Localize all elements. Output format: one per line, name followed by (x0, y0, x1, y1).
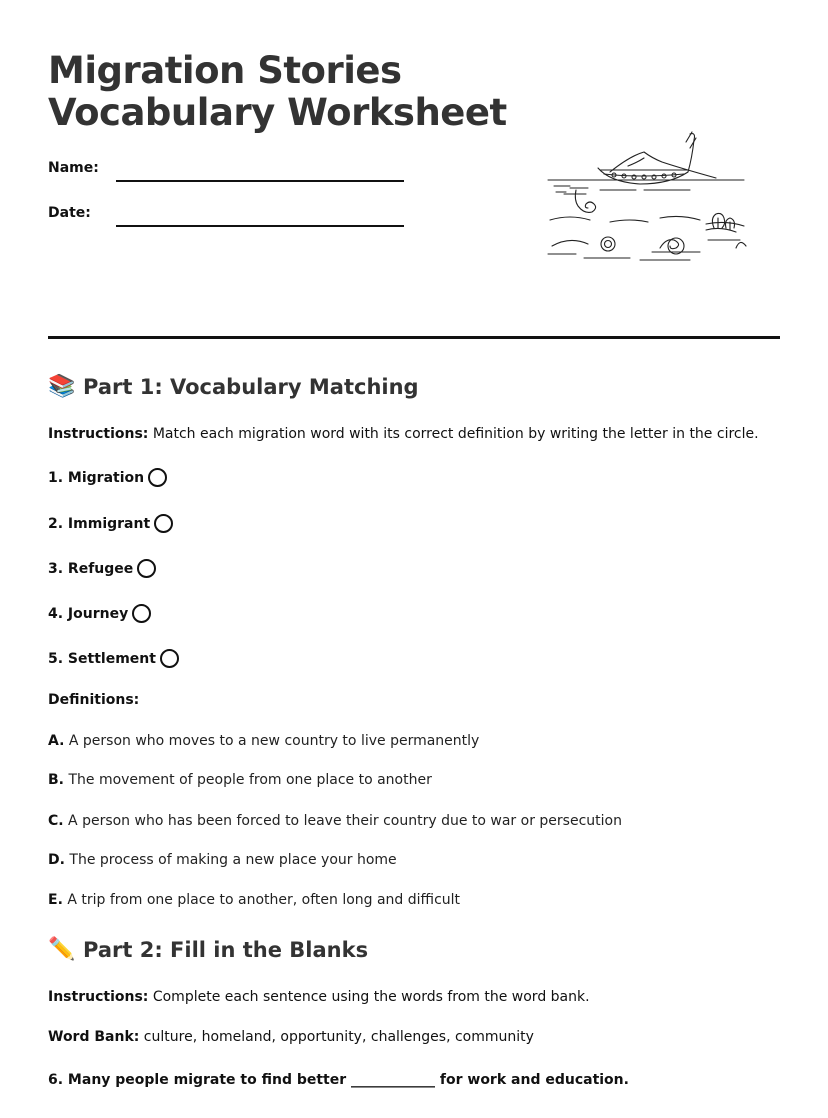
name-label: Name: (48, 160, 99, 176)
word-bank (48, 1029, 534, 1045)
definition-text: A person who moves to a new country to live permanently (64, 733, 480, 749)
definition-letter: C. (48, 813, 64, 829)
match-word: 2. Immigrant (48, 515, 151, 532)
instructions-label: Instructions: (48, 426, 149, 442)
definition-e (48, 892, 460, 908)
match-word: 1. Migration (48, 469, 145, 486)
definition-letter: B. (48, 772, 64, 788)
part2-instructions (48, 989, 590, 1005)
boat-on-water-illustration (540, 128, 752, 270)
part1-instructions (48, 426, 759, 442)
definition-letter: D. (48, 852, 65, 868)
definition-b (48, 772, 432, 788)
answer-circle[interactable] (154, 514, 173, 533)
match-word: 3. Refugee (48, 560, 134, 577)
title-line-1: Migration Stories (48, 49, 402, 92)
title-line-2: Vocabulary Worksheet (48, 91, 507, 134)
question-6: 6. Many people migrate to find better ____________ for work and education. (48, 1072, 629, 1088)
answer-circle[interactable] (160, 649, 179, 668)
match-item-migration (48, 468, 167, 487)
part1-heading (48, 374, 419, 399)
definition-a (48, 733, 479, 749)
match-item-refugee (48, 559, 156, 578)
instructions-text: Complete each sentence using the words from the word bank. (148, 989, 590, 1005)
answer-circle[interactable] (132, 604, 151, 623)
definition-c (48, 813, 622, 829)
section-divider (48, 336, 780, 339)
name-field[interactable] (116, 180, 404, 182)
instructions-label: Instructions: (48, 989, 149, 1005)
definition-d (48, 852, 397, 868)
match-word: 4. Journey (48, 605, 129, 622)
word-bank-label: Word Bank: (48, 1029, 140, 1045)
definitions-heading: Definitions: (48, 692, 140, 708)
word-bank-words: culture, homeland, opportunity, challenges, community (139, 1029, 534, 1045)
definition-text: A trip from one place to another, often long and difficult (62, 892, 461, 908)
match-item-settlement (48, 649, 179, 668)
date-field[interactable] (116, 225, 404, 227)
part1-title: Part 1: Vocabulary Matching (83, 374, 419, 399)
match-word: 5. Settlement (48, 650, 156, 667)
definition-text: The movement of people from one place to another (64, 772, 432, 788)
part2-heading (48, 937, 368, 962)
part2-title: Part 2: Fill in the Blanks (83, 937, 369, 962)
answer-circle[interactable] (148, 468, 167, 487)
definition-text: A person who has been forced to leave their country due to war or persecution (63, 813, 622, 829)
worksheet-title (48, 50, 507, 134)
instructions-text: Match each migration word with its correct definition by writing the letter in the circle. (148, 426, 759, 442)
definition-letter: A. (48, 733, 65, 749)
pencil-icon: ✏️ (48, 937, 76, 962)
books-icon: 📚 (48, 374, 76, 399)
definition-letter: E. (48, 892, 63, 908)
match-item-immigrant (48, 514, 173, 533)
definition-text: The process of making a new place your home (64, 852, 397, 868)
date-label: Date: (48, 205, 91, 221)
answer-circle[interactable] (137, 559, 156, 578)
match-item-journey (48, 604, 151, 623)
